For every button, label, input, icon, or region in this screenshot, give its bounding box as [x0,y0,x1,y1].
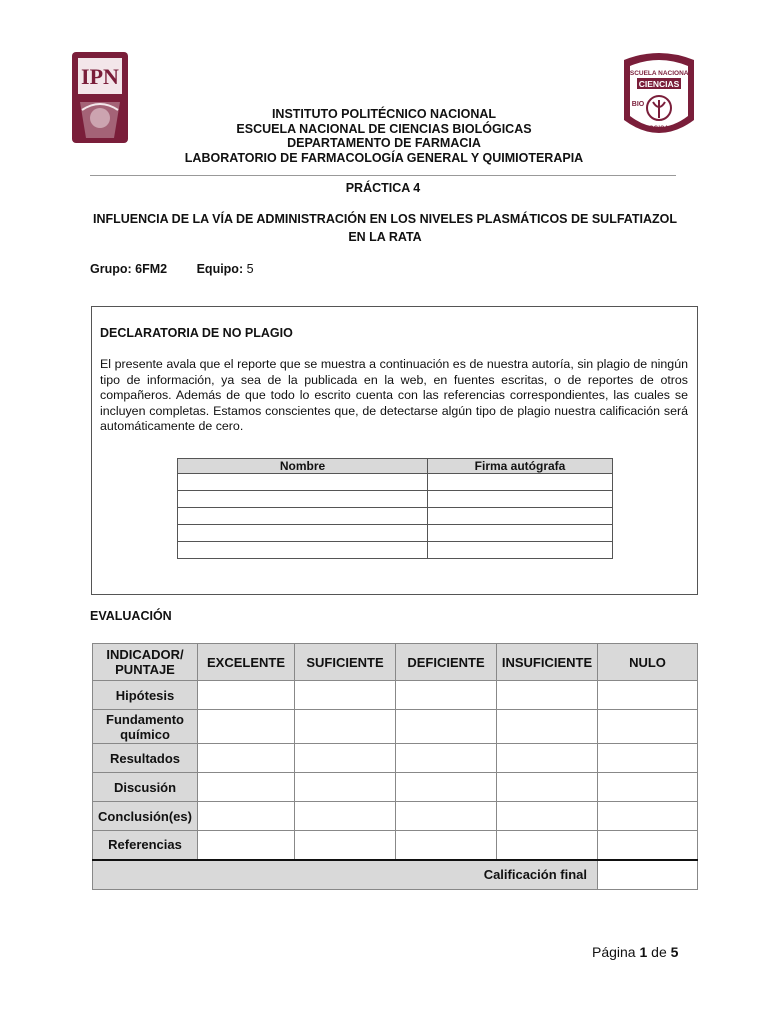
row-label-conclusiones [93,802,198,831]
table-row [178,474,613,491]
name-cell[interactable] [178,542,428,559]
evaluation-rubric [92,643,698,890]
indicator-header-line1: INDICADOR/ [106,647,184,662]
name-column-header: Nombre [178,459,428,474]
row-label-line2: químico [120,726,170,742]
table-row [93,744,698,773]
score-cell[interactable] [497,831,598,860]
score-cell[interactable] [295,773,396,802]
row-label-fundamento [93,710,198,744]
table-row [93,710,698,744]
row-label-line1: Hipótesis [115,687,175,703]
row-label-discusion [93,773,198,802]
encb-logo-middle-text: CIENCIAS [638,79,680,89]
score-cell[interactable] [497,681,598,710]
column-insuficiente: INSUFICIENTE [497,644,598,681]
page-current: 1 [639,944,648,960]
page-of: de [651,944,667,960]
group-value: 6FM2 [135,262,168,276]
score-cell[interactable] [497,773,598,802]
team-value: 5 [246,262,254,276]
score-cell[interactable] [198,681,295,710]
ipn-logo-text: IPN [81,64,119,89]
page-number [592,944,678,960]
score-cell[interactable] [497,744,598,773]
name-cell[interactable] [178,508,428,525]
indicator-header-line2: PUNTAJE [115,662,175,677]
score-cell[interactable] [396,802,497,831]
score-cell[interactable] [295,681,396,710]
signature-cell[interactable] [428,508,613,525]
signature-column-header: Firma autógrafa [428,459,613,474]
header-line-4: LABORATORIO DE FARMACOLOGÍA GENERAL Y QUIMIOTERAPIA [184,150,584,165]
score-cell[interactable] [396,773,497,802]
score-cell[interactable] [295,802,396,831]
signature-cell[interactable] [428,491,613,508]
column-excelente: EXCELENTE [198,644,295,681]
score-cell[interactable] [497,802,598,831]
signature-cell[interactable] [428,542,613,559]
practica-number: PRÁCTICA 4 [345,181,421,195]
table-row [93,681,698,710]
score-cell[interactable] [198,831,295,860]
declaration-title: DECLARATORIA DE NO PLAGIO [100,326,293,340]
name-cell[interactable] [178,525,428,542]
score-cell[interactable] [598,802,698,831]
header-line-3: DEPARTAMENTO DE FARMACIA [287,136,481,150]
score-cell[interactable] [198,802,295,831]
score-cell[interactable] [598,773,698,802]
encb-logo [620,50,698,146]
score-cell[interactable] [198,773,295,802]
final-grade-label: Calificación final [93,860,598,890]
practice-title: INFLUENCIA DE LA VÍA DE ADMINISTRACIÓN EN LOS NIVELES PLASMÁTICOS DE SULFATIAZOL EN LA RATA [92,212,678,244]
institution-header [150,107,618,165]
header-line-1: INSTITUTO POLITÉCNICO NACIONAL [271,107,497,121]
score-cell[interactable] [598,710,698,744]
encb-logo-top-text: ESCUELA NACIONAL [625,70,693,77]
signature-cell[interactable] [428,525,613,542]
score-cell[interactable] [396,744,497,773]
row-label-referencias [93,831,198,860]
team-label: Equipo: [196,262,244,276]
table-row [93,831,698,860]
signature-cell[interactable] [428,474,613,491]
name-cell[interactable] [178,491,428,508]
page-word: Página [592,944,636,960]
table-row [178,542,613,559]
table-row [178,508,613,525]
encb-logo-bottom-text: LOGICAS [645,126,673,132]
signature-table [177,458,613,559]
column-nulo: NULO [598,644,698,681]
score-cell[interactable] [598,831,698,860]
column-suficiente: SUFICIENTE [295,644,396,681]
final-grade-row [93,860,698,890]
table-row [93,773,698,802]
row-label-line1: Conclusión(es) [98,808,192,824]
score-cell[interactable] [598,681,698,710]
score-cell[interactable] [598,744,698,773]
encb-logo-left-text: BIO [631,101,645,108]
score-cell[interactable] [295,831,396,860]
ipn-logo [70,50,130,145]
score-cell[interactable] [198,744,295,773]
row-label-line1: Discusión [113,779,177,795]
row-label-hipotesis [93,681,198,710]
score-cell[interactable] [198,710,295,744]
table-row [93,802,698,831]
declaration-text: El presente avala que el reporte que se muestra a continuación es de nuestra autoría, sin plagio de ningún tipo de información, ya sea de la publicada en la web, en fuentes escritas, o de reportes de otros compañeros. Además de que todo lo escrito cuenta con las referencias correspondientes, las cuales se incluyen completas. Estamos conscientes que, de detectarse algún tipo de plagio nuestra calificación será automáticamente de cero. [100,357,688,433]
name-cell[interactable] [178,474,428,491]
group-label: Grupo: [90,262,132,276]
score-cell[interactable] [396,681,497,710]
table-row [178,491,613,508]
row-label-resultados [93,744,198,773]
row-label-line1: Resultados [109,750,181,766]
table-row [178,525,613,542]
header-divider [90,175,676,176]
score-cell[interactable] [295,710,396,744]
row-label-line1: Referencias [108,837,182,853]
group-team-line [90,262,254,276]
final-grade-cell[interactable] [598,860,698,890]
score-cell[interactable] [295,744,396,773]
column-deficiente: DEFICIENTE [396,644,497,681]
indicator-header [93,644,198,681]
score-cell[interactable] [396,831,497,860]
score-cell[interactable] [396,710,497,744]
page-total: 5 [670,944,679,960]
score-cell[interactable] [497,710,598,744]
header-line-2: ESCUELA NACIONAL DE CIENCIAS BIOLÓGICAS [236,121,532,136]
evaluation-label: EVALUACIÓN [90,609,172,623]
row-label-line1: Fundamento [106,711,184,727]
